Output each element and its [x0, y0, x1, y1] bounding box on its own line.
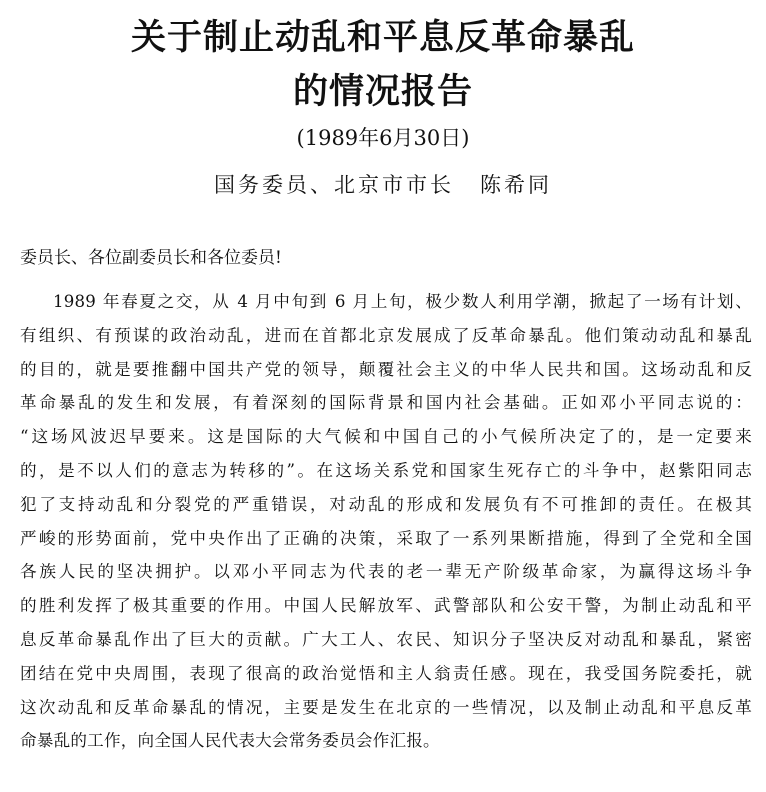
- author-name: 陈希同: [480, 173, 552, 197]
- body-line: “这场风波迟早要来。这是国际的大气候和中国自己的小气候所决定了的，是一定要来: [20, 427, 752, 447]
- body-line: 革命暴乱的发生和发展，有着深刻的国际背景和国内社会基础。正如邓小平同志说的：: [20, 393, 752, 413]
- document-author: [0, 171, 766, 199]
- salutation: 委员长、各位副委员长和各位委员!: [20, 248, 282, 268]
- body-line: 严峻的形势面前，党中央作出了正确的决策，采取了一系列果断措施，得到了全党和全国: [20, 528, 752, 548]
- body-line: 各族人民的坚决拥护。以邓小平同志为代表的老一辈无产阶级革命家，为赢得这场斗争: [20, 562, 752, 582]
- author-role: 国务委员、北京市市长: [214, 173, 454, 197]
- body-line: 命暴乱的工作，向全国人民代表大会常务委员会作汇报。: [20, 731, 440, 751]
- body-line: 息反革命暴乱作出了巨大的贡献。广大工人、农民、知识分子坚决反对动乱和暴乱，紧密: [20, 629, 752, 649]
- body-line: 这次动乱和反革命暴乱的情况，主要是发生在北京的一些情况，以及制止动乱和平息反革: [20, 697, 752, 717]
- document-title-line-1: 关于制止动乱和平息反革命暴乱: [130, 17, 635, 58]
- document-date: (1989年6月30日): [296, 126, 470, 150]
- body-line: 团结在党中央周围，表现了很高的政治觉悟和主人翁责任感。现在，我受国务院委托，就: [20, 663, 752, 683]
- body-line: 有组织、有预谋的政治动乱，进而在首都北京发展成了反革命暴乱。他们策动动乱和暴乱: [20, 325, 752, 345]
- body-line: 的，是不以人们的意志为转移的”。在这场关系党和国家生死存亡的斗争中，赵紫阳同志: [20, 460, 752, 480]
- body-line: 的胜利发挥了极其重要的作用。中国人民解放军、武警部队和公安干警，为制止动乱和平: [20, 596, 752, 616]
- document-title-line-2: 的情况报告: [292, 71, 473, 112]
- body-line: 的目的，就是要推翻中国共产党的领导，颠覆社会主义的中华人民共和国。这场动乱和反: [20, 359, 752, 379]
- body-line: 犯了支持动乱和分裂党的严重错误，对动乱的形成和发展负有不可推卸的责任。在极其: [20, 494, 752, 514]
- body-paragraph: [20, 285, 752, 758]
- body-line: 1989 年春夏之交，从 4 月中旬到 6 月上旬，极少数人利用学潮，掀起了一场有计划、: [53, 292, 752, 311]
